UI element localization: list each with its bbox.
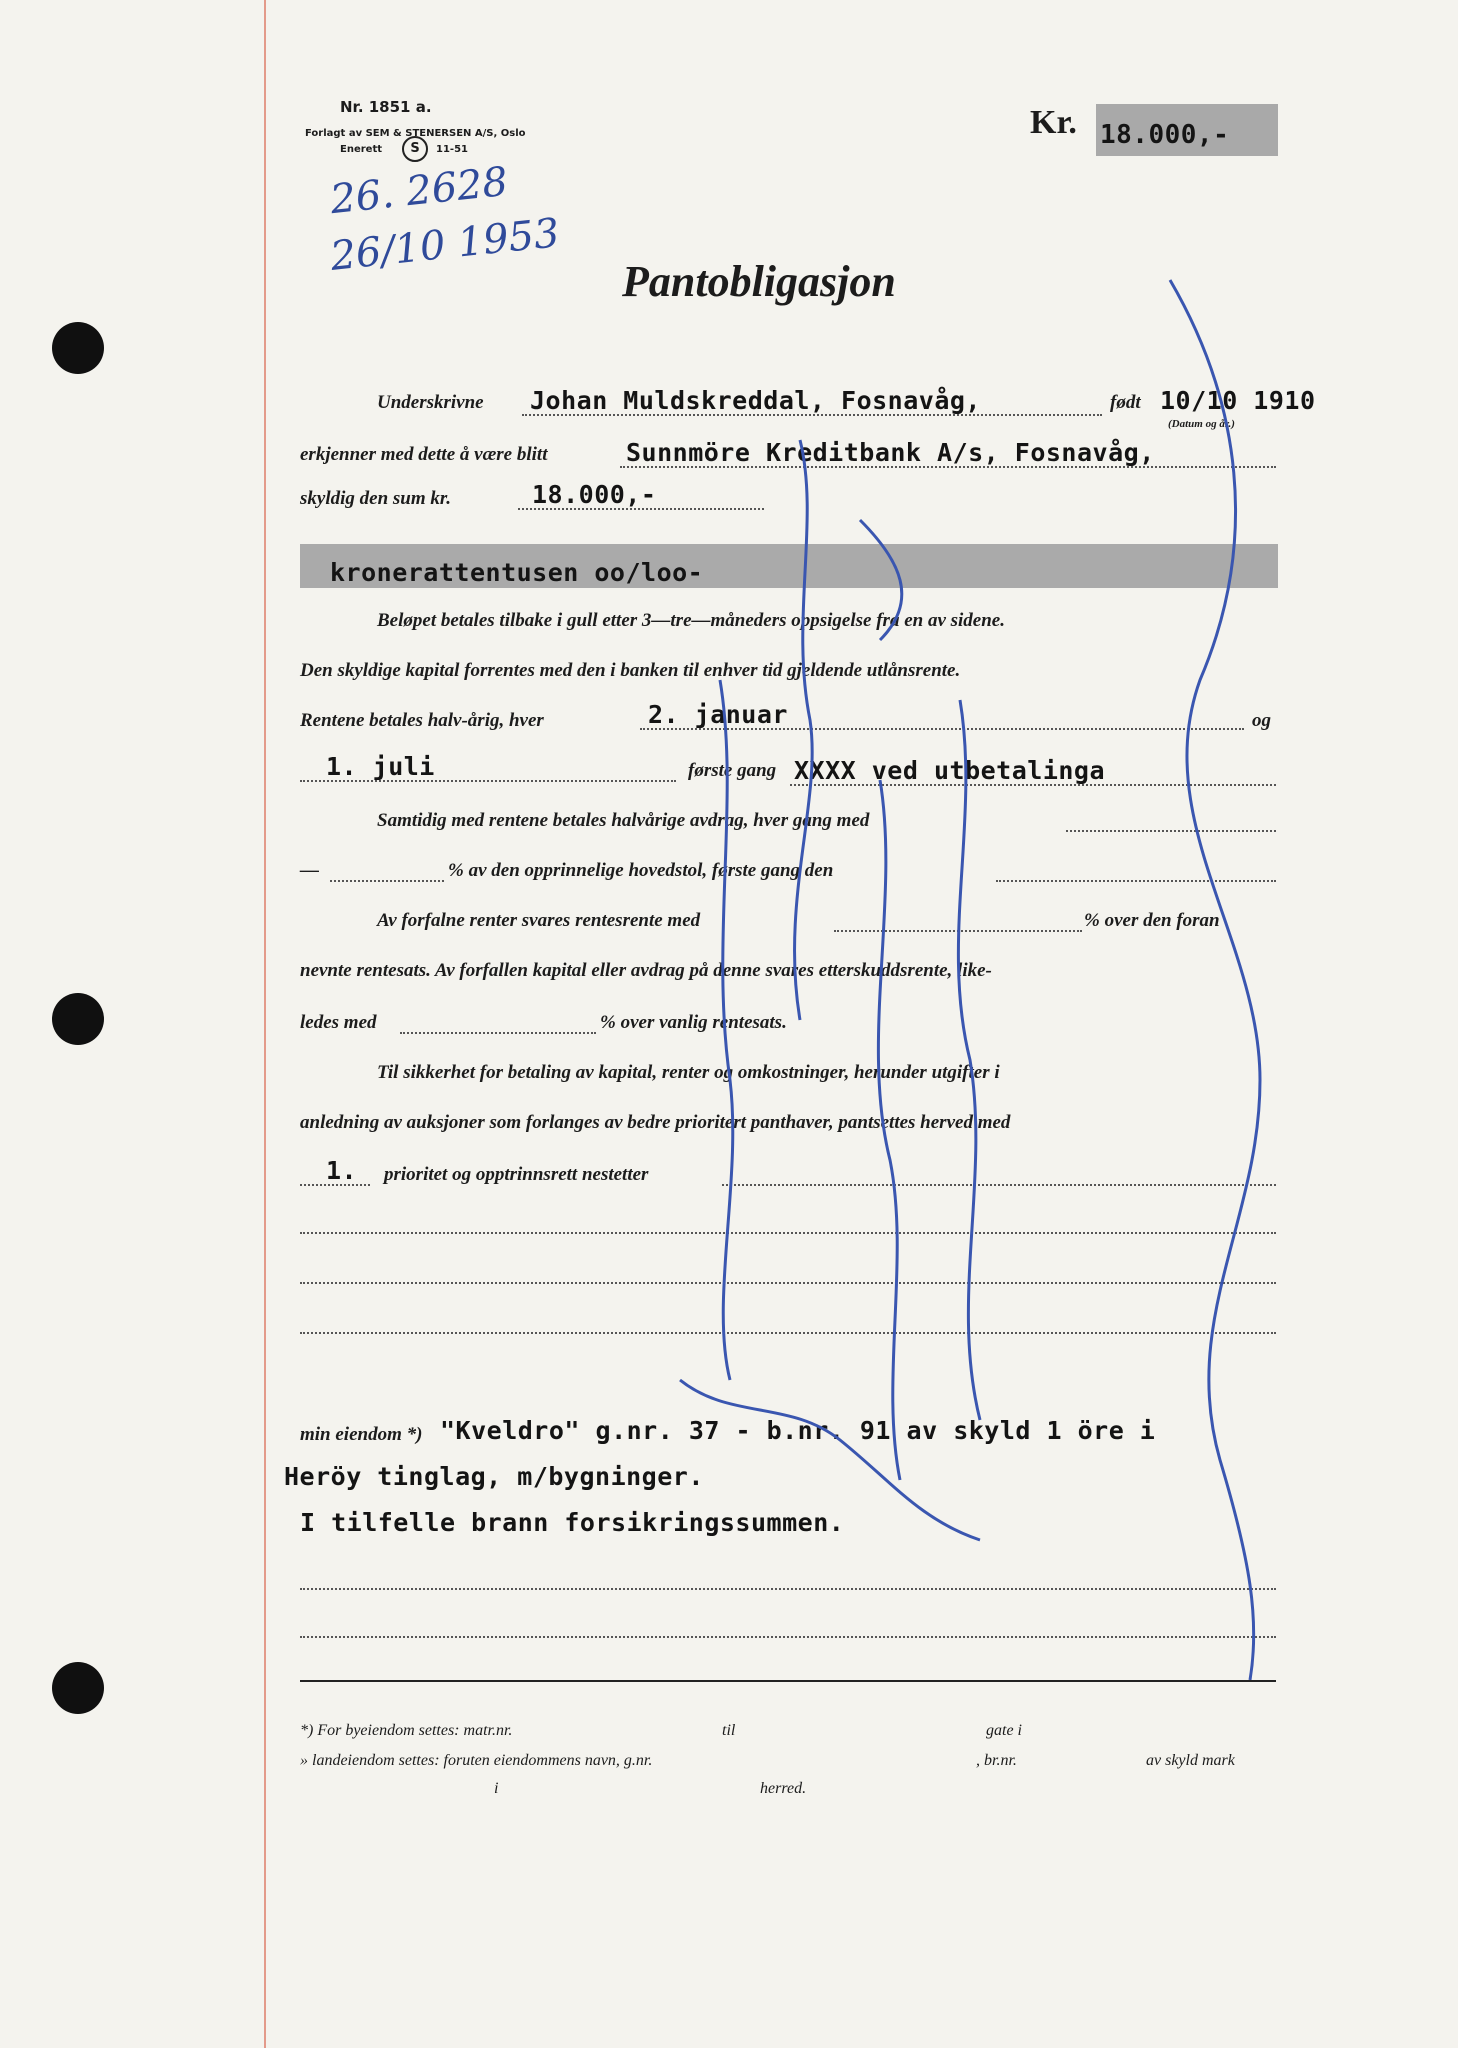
signature-hook <box>860 520 902 640</box>
footnote-1a: *) For byeiendom settes: matr.nr. <box>300 1722 513 1739</box>
label-owes: skyldig den sum kr. <box>300 488 451 509</box>
footnote-2a: » landeiendom settes: foruten eiendommens navn, g.nr. <box>300 1752 653 1769</box>
priority-number: 1. <box>326 1156 358 1185</box>
label-undersigned: Underskrivne <box>377 392 484 413</box>
label-acknowledge: erkjenner med dette å være blitt <box>300 444 548 465</box>
margin-rule <box>264 0 266 2048</box>
punch-hole <box>52 322 104 374</box>
terms-line-9-suffix: % over vanlig rentesats. <box>600 1012 787 1033</box>
terms-line-8: nevnte rentesats. Av forfallen kapital eller avdrag på denne svares etterskuddsrente, like- <box>300 960 992 981</box>
terms-line-7: Av forfalne renter svares rentesrente med <box>377 910 701 931</box>
publisher-enerett: Enerett <box>340 144 383 155</box>
footnote-3b: herred. <box>760 1780 807 1797</box>
property-line-3: I tilfelle brann forsikringssummen. <box>300 1508 845 1537</box>
debtor-name: Johan Muldskreddal, Fosnavåg, <box>530 386 981 415</box>
document-title: Pantobligasjon <box>622 257 896 306</box>
creditor-name: Sunnmöre Kreditbank A/s, Fosnavåg, <box>626 438 1155 467</box>
signature-stroke <box>878 780 900 1480</box>
footnote-1c: gate i <box>986 1722 1022 1739</box>
footnote-rule <box>300 1680 1276 1682</box>
handwritten-reg-number: 26. 2628 <box>328 158 511 224</box>
property-line-1: "Kveldro" g.nr. 37 - b.nr. 91 av skyld 1 öre i <box>440 1416 1156 1445</box>
punch-hole <box>52 1662 104 1714</box>
publisher-line: Forlagt av SEM & STENERSEN A/S, Oslo <box>305 128 526 139</box>
terms-and: og <box>1252 710 1271 731</box>
terms-line-9: ledes med <box>300 1012 377 1033</box>
terms-line-5: Samtidig med rentene betales halvårige avdrag, hver gang med <box>377 810 870 831</box>
terms-line-6: % av den opprinnelige hovedstol, første gang den <box>448 860 834 881</box>
birth-date: 10/10 1910 <box>1160 386 1316 415</box>
installment-pct-line <box>330 880 444 882</box>
interest-date-1: 2. januar <box>648 700 788 729</box>
terms-line-6-dash: — <box>300 860 319 881</box>
footnote-1b: til <box>722 1722 736 1739</box>
margin-wave <box>1170 280 1260 1680</box>
terms-first-time: første gang <box>688 760 777 781</box>
signature-stroke <box>958 700 980 1420</box>
footnote-3a: i <box>494 1780 499 1797</box>
date-hint: (Datum og år.) <box>1168 418 1235 430</box>
signature-stroke <box>795 440 813 1020</box>
interest-date-2: 1. juli <box>326 752 435 781</box>
terms-line-2: Den skyldige kapital forrentes med den i banken til enhver tid gjeldende utlånsrente. <box>300 660 961 681</box>
handwritten-annotations <box>560 260 1320 1680</box>
terms-line-7-suffix: % over den foran <box>1084 910 1220 931</box>
terms-line-3: Rentene betales halv-årig, hver <box>300 710 544 731</box>
terms-line-12: prioritet og opptrinnsrett nestetter <box>384 1164 649 1185</box>
priority-line <box>300 1184 370 1186</box>
terms-line-10: Til sikkerhet for betaling av kapital, renter og omkostninger, herunder utgifter i <box>377 1062 1000 1083</box>
first-payment-typed: XXXX ved utbetalinga <box>794 756 1106 785</box>
terms-line-11: anledning av auksjoner som forlanges av bedre prioritert panthaver, pantsettes herved med <box>300 1112 1011 1133</box>
sum-words: kronerattentusen oo/loo- <box>330 558 704 587</box>
publisher-logo: S <box>402 136 428 162</box>
amount-prefix: Kr. <box>1030 104 1077 141</box>
signature-flourish <box>680 1380 980 1540</box>
property-line-2: Heröy tinglag, m/bygninger. <box>284 1462 704 1491</box>
punch-hole <box>52 993 104 1045</box>
signature-stroke <box>720 680 733 1380</box>
terms-line-1: Beløpet betales tilbake i gull etter 3—tre—måneders oppsigelse fra en av sidene. <box>377 610 1005 631</box>
label-born: født <box>1110 392 1141 413</box>
footnote-2c: av skyld mark <box>1146 1752 1235 1769</box>
footnote-2b: , br.nr. <box>976 1752 1017 1769</box>
form-number: Nr. 1851 a. <box>340 98 432 116</box>
sum-figures: 18.000,- <box>532 480 657 509</box>
amount-value: 18.000,- <box>1100 120 1230 150</box>
publisher-date: 11-51 <box>436 144 468 155</box>
label-property: min eiendom *) <box>300 1424 423 1445</box>
handwritten-reg-date: 26/10 1953 <box>328 210 562 280</box>
